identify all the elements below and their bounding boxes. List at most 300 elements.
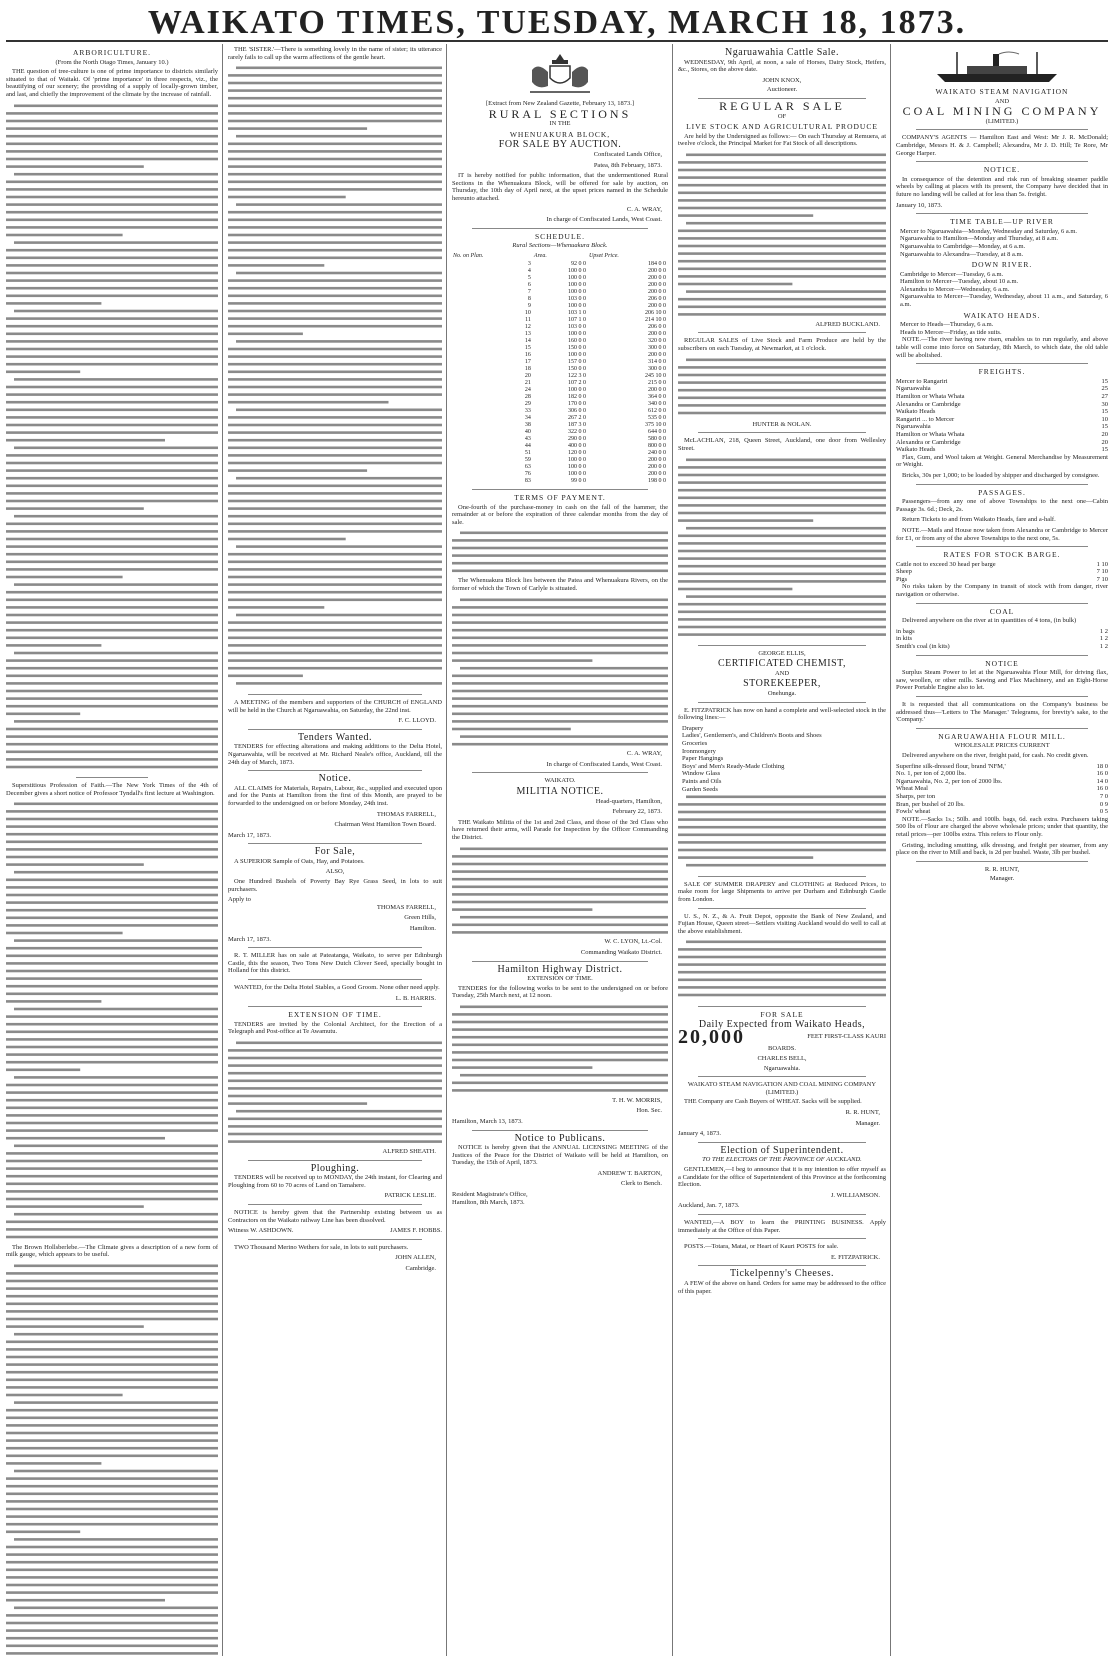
text-line [678, 803, 886, 806]
text-line [6, 362, 218, 365]
text-line [228, 393, 442, 396]
text-line [678, 191, 886, 194]
row-value: 15 [1101, 408, 1108, 416]
row-value: 25 [1101, 385, 1108, 393]
row-label: in kits [896, 635, 913, 643]
ad-text: R. T. MILLER has on sale at Pateatanga, Waikato, to serve per Edinburgh Castle, this the season, Two Tons New Dutch Clover Seed, specially bought in Holland for this district. [228, 952, 442, 975]
text-line [228, 462, 442, 465]
row-value: 10 [1101, 415, 1108, 423]
text-line [6, 454, 218, 457]
text-line [452, 908, 592, 911]
text-line [228, 583, 442, 586]
table-row [452, 310, 668, 317]
text-line [14, 583, 218, 586]
ad-date: January 10, 1873. [896, 201, 943, 209]
row-value: 7 10 [1096, 568, 1108, 576]
table-cell: 29 [524, 400, 531, 407]
ad-text: ALL CLAIMS for Materials, Repairs, Labour, &c., supplied and executed upon and for the Punts at Hamilton from the first of this Month, are prayed to be forwarded to the undersigned on or before Monday, 24th inst. [228, 784, 442, 807]
list-item: Boys' and Men's Ready-Made Clothing [682, 762, 785, 770]
text-line [452, 727, 571, 730]
text-line [678, 245, 886, 248]
text-line [236, 1041, 442, 1044]
divider [248, 694, 422, 695]
text-line [228, 165, 442, 168]
text-line [228, 219, 442, 222]
signature-title: Commanding Waikato District. [580, 948, 662, 956]
text-line [228, 173, 442, 176]
ad-body [452, 596, 668, 751]
divider [248, 947, 422, 948]
ad-heading: Hamilton Highway District. [497, 963, 623, 975]
text-line [236, 340, 442, 343]
row-label: Waikato Heads [896, 408, 936, 416]
text-line [6, 188, 218, 191]
ad-subtext: IN THE [549, 120, 571, 128]
text-line [6, 1485, 218, 1488]
text-line [678, 473, 886, 476]
signature: ALFRED SHEATH. [382, 1147, 436, 1155]
text-line [6, 248, 218, 251]
text-line [6, 256, 218, 259]
ad-heading: Tickelpenny's Cheeses. [729, 1268, 835, 1280]
text-line [14, 720, 218, 723]
row-label: Fowls' wheat [896, 808, 931, 816]
text-line [678, 504, 886, 507]
text-line [6, 180, 218, 183]
text-line [678, 161, 886, 164]
text-line [460, 915, 668, 918]
text-line [6, 279, 218, 282]
ad-text: NOTE.—The river having now risen, enables us to run regularly, and above table will come into force on Saturday, 8th March, to which date, the old table will be abolished. [896, 336, 1108, 359]
table-cell: 13 [524, 330, 531, 337]
witness: Witness W. ASHDOWN. [228, 1227, 294, 1235]
text-line [452, 1059, 668, 1062]
text-line [228, 97, 442, 100]
text-line [678, 366, 886, 369]
text-line [6, 302, 101, 305]
table-cell: 4 [527, 267, 531, 274]
ad-text: U. S., N. Z., & A. Fruit Depot, opposite the Bank of New Zealand, and Fujian House, Queen street—Settlers visiting Auckland would do well to call at the above establishment. [678, 912, 886, 935]
text-line [6, 393, 218, 396]
text-line [228, 105, 442, 108]
row-value: 1 2 [1099, 643, 1108, 651]
table-cell: 8 [527, 295, 531, 302]
signature: ANDREW T. BARTON, [597, 1169, 662, 1177]
text-line [6, 1310, 218, 1313]
text-line [678, 633, 886, 636]
freight-row [896, 423, 1108, 431]
ad-text: McLACHLAN, 218, Queen Street, Auckland, one door from Wellesley Street. [678, 437, 886, 453]
ad-text: TENDERS for effecting alterations and making additions to the Delta Hotel, Ngaruawahia, will be received at Mr. Richard Neale's office, Auckland, till the 24th day of March, 1873. [228, 743, 442, 766]
table-cell: 314 0 0 [648, 358, 666, 365]
text-line [6, 150, 218, 153]
text-line [678, 818, 886, 821]
table-row [452, 282, 668, 289]
text-line [6, 1038, 218, 1041]
text-line [6, 932, 123, 935]
text-line [6, 1228, 218, 1231]
text-line [6, 332, 218, 335]
ad-heading: Election of Superintendent. [720, 1144, 844, 1156]
ad-heading: FOR SALE BY AUCTION. [498, 139, 622, 151]
row-label: Rangariri ... to Mercer [896, 415, 955, 423]
text-line [678, 283, 792, 286]
row-value: 15 [1101, 377, 1108, 385]
text-line [228, 310, 442, 313]
text-line [228, 644, 442, 647]
text-line [6, 985, 218, 988]
divider [698, 702, 866, 703]
text-line [678, 229, 886, 232]
address: Cambridge. [405, 1264, 436, 1272]
text-line [228, 621, 442, 624]
row-value: 30 [1101, 400, 1108, 408]
signature-title: Manager. [989, 875, 1015, 883]
text-line [6, 1015, 218, 1018]
article-paragraph: Superstitious Profession of Faith.—The New York Times of the 4th of December gives a short notice of Professor Tyndall's first lecture at Washington. [6, 781, 218, 797]
ad-text: Surplus Steam Power to let at the Ngaruawahia Flour Mill, for driving flax, saw, woollen, or other mills. Sawing and Flax Machinery, and an Eight-Horse Power Portable Engine also to let. [896, 669, 1108, 692]
rate-row [896, 576, 1108, 584]
text-line [678, 199, 886, 202]
text-line [6, 1295, 218, 1298]
text-line [228, 447, 442, 450]
ad-heading: LIVE STOCK AND AGRICULTURAL PRODUCE [686, 122, 878, 132]
text-line [6, 119, 218, 122]
text-line [452, 720, 668, 723]
text-line [6, 962, 218, 965]
text-line [6, 530, 218, 533]
table-cell: 34 [524, 414, 531, 421]
text-line [228, 1140, 442, 1143]
ad-text: REGULAR SALES of Live Stock and Farm Produce are held by the subscribers on each Tuesday, at Newmarket, at 1 o'clock. [678, 337, 886, 352]
text-line [6, 1393, 123, 1396]
divider [698, 876, 866, 877]
text-line [678, 580, 886, 583]
text-line [6, 628, 218, 631]
text-line [6, 165, 144, 168]
text-line [678, 267, 886, 270]
text-line [6, 1553, 218, 1556]
text-line [228, 1125, 442, 1128]
signature-title: In charge of Confiscated Lands, West Coast. [546, 216, 662, 224]
text-line [228, 1095, 442, 1098]
text-line [678, 587, 792, 590]
text-line [678, 381, 886, 384]
text-line [14, 104, 218, 107]
table-row [452, 261, 668, 268]
office: Confiscated Lands Office, [593, 150, 662, 158]
ad-text: Are held by the Undersigned as follows:— On each Thursday at Remuera, at twelve o'clock, the Principal Market for Fat Stock of all descriptions. [678, 132, 886, 148]
signature: T. H. W. MORRIS, [612, 1096, 662, 1104]
table-row [452, 317, 668, 324]
ad-heading: NOTICE [985, 658, 1019, 668]
timetable-list [896, 321, 1108, 336]
divider [698, 1265, 866, 1266]
table-row [452, 387, 668, 394]
text-line [678, 826, 886, 829]
ad-text: Delivered anywhere on the river at in quantities of 4 tons, (in bulk) [902, 617, 1077, 625]
text-line [228, 120, 442, 123]
text-line [686, 595, 886, 598]
text-line [6, 1325, 144, 1328]
text-line [14, 1076, 218, 1079]
text-line [228, 143, 442, 146]
row-label: Sheep [896, 568, 912, 576]
ad-heading: WAIKATO HEADS. [963, 310, 1041, 320]
divider [698, 645, 866, 646]
divider [248, 770, 422, 771]
signature: E. FITZPATRICK. [830, 1253, 880, 1261]
text-line [6, 1205, 144, 1208]
signature: JAMES F. HOBBS. [390, 1227, 442, 1235]
text-line [452, 613, 668, 616]
table-cell: 59 [524, 456, 531, 463]
table-row [452, 422, 668, 429]
timetable-item: Cambridge to Mercer—Tuesday, 6 a.m. [900, 270, 1004, 278]
text-line [678, 557, 886, 560]
masthead-rule [6, 40, 1108, 42]
ad-text: Return Tickets to and from Waikato Heads, fare and a-half. [902, 516, 1056, 524]
divider [248, 843, 422, 844]
table-cell: 580 0 0 [648, 435, 666, 442]
timetable-item: Hamilton to Mercer—Tuesday, about 10 a.m. [900, 278, 1019, 286]
text-line [6, 833, 218, 836]
ad-subheading: TO THE ELECTORS OF THE PROVINCE OF AUCKLAND. [702, 1156, 862, 1164]
text-line [228, 363, 442, 366]
text-line [228, 264, 324, 267]
text-line [6, 210, 218, 213]
ad-text: NOTICE is hereby given that the ANNUAL LICENSING MEETING of the Justices of the Peace for the District of Waikato will be held at Hamilton, on Tuesday, the 15th of April, 1873. [452, 1144, 668, 1167]
ad-heading: STOREKEEPER, [743, 678, 821, 690]
table-cell: 300 0 0 [648, 365, 666, 372]
ad-heading: WHENUAKURA BLOCK, [509, 129, 611, 139]
schedule-subheading: Rural Sections—Whenuakura Block. [512, 242, 608, 250]
ad-text: NOTE.—Sacks 1s.; 50lb. and 100lb. bags, 6d. each extra. Purchasers taking 500 lbs of Flour are charged the above wholesale prices; under that quantity, the retail prices—per 100lbs extra. This refers to Flour only. [896, 815, 1108, 838]
ad-text: It is requested that all communications on the Company's business be addressed thus—'Letters to The Manager.' Telegrams, for brevity's sake, to the 'Company.' [896, 701, 1108, 724]
row-label: Ngaruawahia [896, 385, 931, 393]
text-line [228, 82, 442, 85]
table-row [452, 464, 668, 471]
text-line [6, 901, 218, 904]
row-value: 27 [1101, 393, 1108, 400]
text-line [678, 610, 886, 613]
text-line [452, 855, 668, 858]
row-label: Smith's coal (in kits) [896, 643, 950, 651]
table-cell: 240 0 0 [648, 449, 666, 456]
timetable-item: Ngaruawahia to Cambridge—Monday, at 6 a.m. [900, 242, 1026, 250]
table-header: Upset Price. [588, 252, 619, 259]
freight-row [896, 378, 1108, 386]
text-line [236, 682, 442, 685]
table-cell: 38 [524, 421, 531, 428]
table-row [452, 359, 668, 366]
text-line [236, 135, 442, 138]
text-line [6, 1424, 218, 1427]
table-row [452, 443, 668, 450]
text-line [460, 532, 668, 535]
row-label: Superfine silk-dressed flour, brand 'NFM,' [896, 762, 1006, 770]
text-line [678, 511, 886, 514]
divider [248, 1204, 422, 1205]
text-line [452, 1066, 592, 1069]
row-value: 7 0 [1099, 792, 1108, 800]
text-line [6, 423, 218, 426]
text-line [6, 1221, 218, 1224]
text-line [6, 1507, 218, 1510]
text-line [452, 862, 668, 865]
table-row [452, 394, 668, 401]
text-line [6, 1317, 218, 1320]
text-lines [6, 800, 218, 1241]
text-line [6, 1279, 218, 1282]
table-row [452, 289, 668, 296]
ad-body [678, 356, 886, 419]
text-line [228, 371, 442, 374]
text-line [678, 260, 886, 263]
coal-row [896, 643, 1108, 651]
text-line [686, 222, 886, 225]
text-line [678, 373, 886, 376]
text-line [6, 286, 218, 289]
text-line [6, 1122, 218, 1125]
divider [472, 489, 648, 490]
text-line [460, 735, 668, 738]
table-cell: 100 0 0 [567, 281, 586, 288]
text-line [686, 290, 886, 293]
list-item: Ironmongery [682, 747, 716, 755]
text-line [678, 466, 886, 469]
ad-text: TWO Thousand Merino Wethers for sale, in lots to suit purchasers. [234, 1243, 409, 1251]
text-line [6, 1409, 218, 1412]
text-line [6, 1107, 218, 1110]
text-line [452, 629, 668, 632]
ad-heading: Ploughing. [310, 1162, 360, 1174]
divider [248, 1239, 422, 1240]
ad-text: NOTE.—Mails and House now taken from Alexandra or Cambridge to Mercer for £1, or from any of the above Townships to the next one, 5s. [896, 526, 1108, 542]
text-line [452, 539, 668, 542]
timetable-item: Mercer to Heads—Thursday, 6 a.m. [900, 321, 994, 329]
row-label: Hamilton or Whata Whata [896, 430, 965, 438]
row-label: Mercer to Rangariri [896, 377, 948, 385]
text-line [6, 226, 218, 229]
divider [248, 729, 422, 730]
text-lines [6, 1262, 218, 1656]
row-value: 16 0 [1096, 785, 1108, 793]
text-line [228, 1049, 442, 1052]
ad-text: IT is hereby notified for public information, that the undermentioned Rural Sections in the Whenuakura Block, will be offered for sale by auction, on Thursday, the 10th day of April next, at the upset prices named in the Schedule hereunto attached. [452, 172, 668, 202]
text-line [6, 1378, 218, 1381]
text-line [6, 1099, 218, 1102]
ad-text: In consequence of the detention and risk run of breaking steamer paddle wheels by calling at places with its present, the Company have decided that in future no landing will be called at for less than 5s. freight. [896, 175, 1108, 198]
text-line [686, 796, 886, 799]
text-line [6, 264, 218, 267]
article-lead: THE question of tree-culture is one of prime importance to districts similarly situated to that of Waitaki. Of 'prime importance' in three respects, viz., the beautifying of our scenery; the providing of a supply of locally-grown timber, and last, and chiefly the improvement of the climate by the increase of rainfall. [6, 68, 218, 98]
price-row [896, 763, 1108, 771]
table-cell: 20 [524, 372, 531, 379]
signature: L. B. HARRIS. [395, 994, 436, 1002]
text-line [678, 519, 813, 522]
timetable-item: Alexandra to Mercer—Wednesday, 6 a.m. [900, 285, 1010, 293]
divider [698, 1076, 866, 1077]
newspaper-title: WAIKATO TIMES, TUESDAY, MARCH 18, 1873. [147, 4, 967, 41]
table-cell: 51 [524, 449, 531, 456]
text-line [14, 871, 218, 874]
text-line [678, 214, 813, 217]
text-line [228, 659, 442, 662]
text-line [452, 705, 668, 708]
text-line [228, 295, 442, 298]
price-row [896, 785, 1108, 793]
signature: HUNTER & NOLAN. [752, 420, 812, 428]
table-cell: 200 0 0 [648, 267, 666, 274]
table-cell: 100 0 0 [567, 267, 586, 274]
text-line [6, 1416, 218, 1419]
text-line [6, 1545, 218, 1548]
text-line [460, 1005, 668, 1008]
text-line [6, 1492, 218, 1495]
text-line [6, 545, 218, 548]
ad-heading: WAIKATO STEAM NAVIGATION AND COAL MINING COMPANY (LIMITED.) [687, 1081, 877, 1096]
row-label: Alexandra or Cambridge [896, 400, 961, 408]
table-cell: 214 10 0 [645, 316, 666, 323]
text-line [236, 203, 442, 206]
text-lines [228, 1039, 442, 1145]
table-cell: 99 0 0 [570, 477, 586, 484]
table-cell: 43 [524, 435, 531, 442]
text-line [452, 1036, 668, 1039]
text-line [452, 877, 668, 880]
table-cell: 6 [527, 281, 531, 288]
text-line [228, 378, 442, 381]
text-line [6, 347, 218, 350]
table-cell: 206 0 0 [648, 295, 666, 302]
row-label: in bags [896, 627, 915, 635]
text-line [6, 195, 218, 198]
text-line [678, 237, 886, 240]
table-row [452, 436, 668, 443]
list-item: Groceries [682, 740, 708, 747]
text-line [14, 309, 218, 312]
text-line [6, 1629, 218, 1632]
table-cell: 200 0 0 [648, 288, 666, 295]
coal-row [896, 628, 1108, 636]
row-value: 1 2 [1099, 627, 1108, 635]
text-lines [678, 938, 886, 999]
divider [472, 228, 648, 229]
text-line [6, 1530, 80, 1533]
article-body [228, 64, 442, 690]
column-2 [228, 46, 442, 1656]
text-line [6, 1523, 218, 1526]
text-line [6, 203, 218, 206]
row-value: 20 [1101, 438, 1108, 446]
text-line [236, 477, 442, 480]
price-row [896, 778, 1108, 786]
text-line [228, 606, 324, 609]
table-cell: 100 0 0 [567, 386, 586, 393]
text-line [228, 431, 442, 434]
text-line [228, 523, 442, 526]
ad-body [228, 1039, 442, 1148]
text-line [6, 1340, 218, 1343]
article-source: (From the North Otago Times, January 10.) [55, 58, 169, 66]
timetable-list [896, 228, 1108, 258]
divider [916, 129, 1088, 130]
ad-heading: Notice to Publicans. [514, 1132, 606, 1144]
table-cell: 322 0 0 [567, 428, 586, 435]
text-line [228, 234, 442, 237]
ad-body [452, 1003, 668, 1097]
